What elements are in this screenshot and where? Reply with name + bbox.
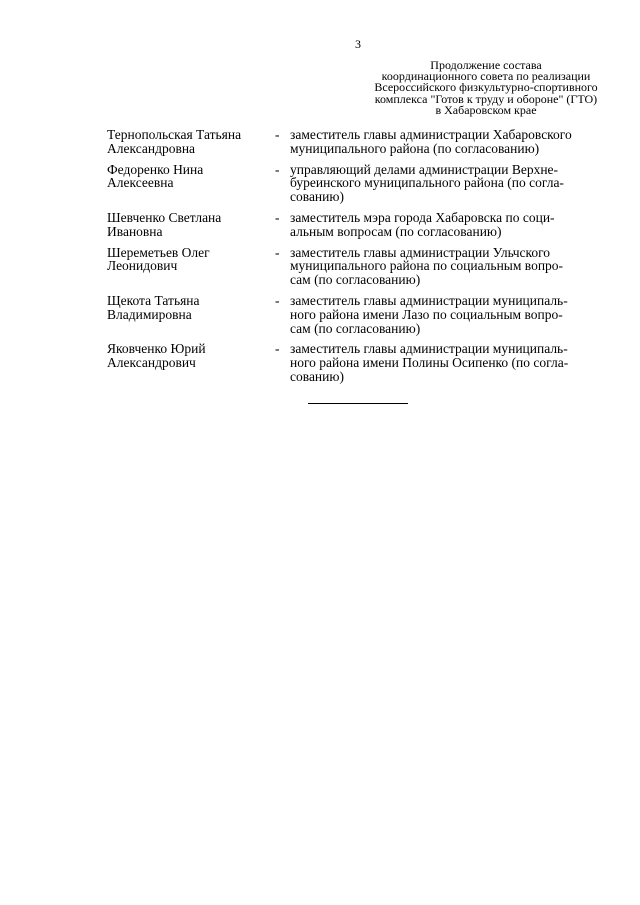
member-name-line: Алексеевна	[107, 175, 174, 191]
member-role	[290, 342, 613, 383]
header-block	[360, 60, 612, 116]
member-role-line: альным вопросам (по согласованию)	[290, 223, 502, 239]
member-row	[107, 211, 613, 239]
header-line: Всероссийского физкультурно-спортивного	[374, 80, 598, 95]
member-dash: -	[275, 209, 280, 225]
member-role-line: буреинского муниципального района (по согла-	[290, 175, 564, 191]
member-dash: -	[275, 341, 280, 357]
member-dash: -	[275, 161, 280, 177]
member-role-line: муниципального района (по согласованию)	[290, 140, 540, 156]
member-row	[107, 128, 613, 156]
header-line: комплекса "Готов к труду и обороне" (ГТО)	[374, 91, 598, 106]
member-role-line: заместитель главы администрации муниципаль-	[290, 341, 568, 357]
member-role-line: ного района имени Лазо по социальным вопро-	[290, 306, 563, 322]
member-row	[107, 163, 613, 204]
member-role-line: сованию)	[290, 189, 344, 205]
header-line: координационного совета по реализации	[381, 69, 591, 84]
member-role-line: ного района имени Полины Осипенко (по согла-	[290, 355, 569, 371]
member-role-line: заместитель главы администрации Ульчского	[290, 244, 551, 260]
member-name	[107, 211, 275, 239]
members-list	[107, 128, 613, 391]
member-name-line: Ивановна	[107, 223, 163, 239]
member-dash: -	[275, 127, 280, 142]
member-name-line: Щекота Татьяна	[107, 292, 200, 308]
member-role	[290, 163, 613, 204]
member-role-line: муниципального района по социальным вопро-	[290, 258, 564, 274]
member-role	[290, 211, 613, 239]
member-role-line: сованию)	[290, 368, 344, 384]
member-role	[290, 294, 613, 335]
member-role-line: заместитель главы администрации муниципаль-	[290, 292, 568, 308]
member-role-line: управляющий делами администрации Верхне-	[290, 161, 559, 177]
member-row	[107, 246, 613, 287]
member-name-line: Шевченко Светлана	[107, 209, 222, 225]
member-name	[107, 163, 275, 204]
member-name	[107, 246, 275, 287]
member-name-line: Леонидович	[107, 258, 178, 274]
member-role	[290, 246, 613, 287]
page-number: 3	[355, 37, 361, 51]
member-name-line: Федоренко Нина	[107, 161, 204, 177]
member-role-line: сам (по согласованию)	[290, 320, 421, 336]
member-name-line: Шереметьев Олег	[107, 244, 210, 260]
member-role-line: сам (по согласованию)	[290, 272, 421, 288]
member-dash: -	[275, 244, 280, 260]
header-line: в Хабаровском крае	[435, 102, 537, 117]
member-name-line: Яковченко Юрий	[107, 341, 206, 357]
member-name	[107, 128, 275, 156]
member-row	[107, 342, 613, 383]
member-dash: -	[275, 292, 280, 308]
header-line: Продолжение состава	[430, 58, 542, 72]
member-name-line: Александрович	[107, 355, 196, 371]
member-name	[107, 294, 275, 335]
member-name-line: Владимировна	[107, 306, 192, 322]
member-name-line: Тернопольская Татьяна	[107, 127, 242, 142]
member-role	[290, 128, 613, 156]
member-role-line: заместитель главы администрации Хабаровского	[290, 127, 572, 142]
member-name	[107, 342, 275, 383]
member-row	[107, 294, 613, 335]
member-role-line: заместитель мэра города Хабаровска по соци-	[290, 209, 555, 225]
member-name-line: Александровна	[107, 140, 196, 156]
end-divider	[308, 403, 408, 404]
